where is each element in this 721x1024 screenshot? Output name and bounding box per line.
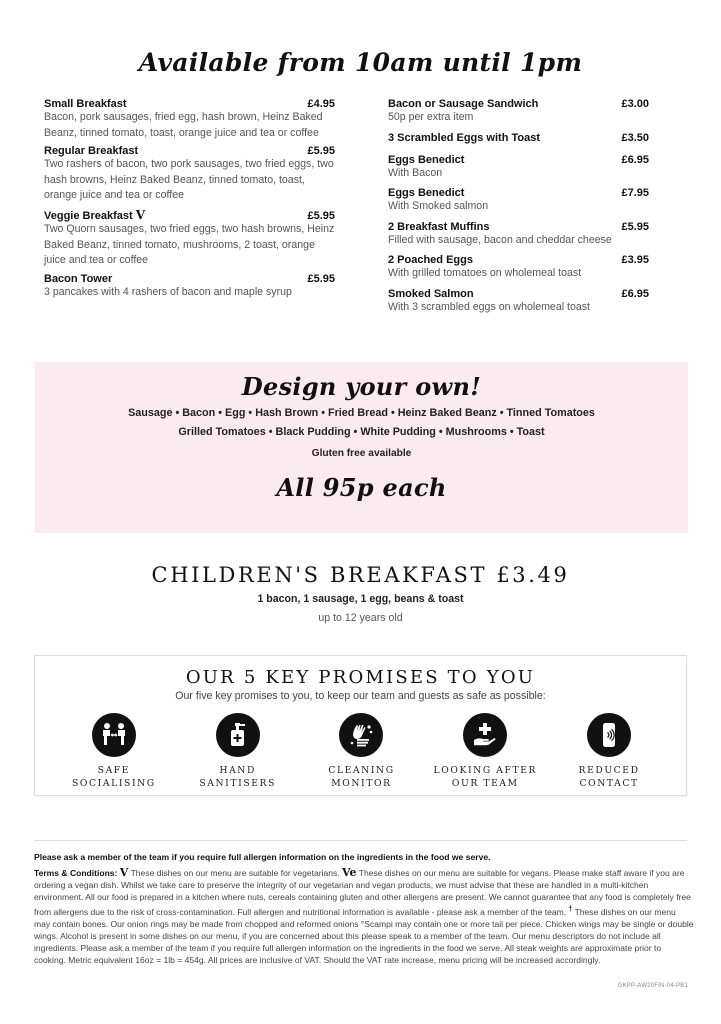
- menu-item: [388, 254, 649, 282]
- promise-safe-socialising: [59, 713, 169, 790]
- menu-item: [388, 288, 649, 316]
- key-promises-panel: [34, 655, 687, 796]
- design-options-line-1: Sausage • Bacon • Egg • Hash Brown • Fried Bread • Heinz Baked Beanz • Tinned Tomatoes: [128, 407, 595, 419]
- promise-cleaning-monitor: [306, 713, 416, 790]
- menu-item: [388, 154, 649, 182]
- promise-label: LOOKING AFTER OUR TEAM: [433, 765, 538, 789]
- item-description: Filled with sausage, bacon and cheddar cheese: [388, 233, 612, 246]
- availability-title: Available from 10am until 1pm: [138, 48, 583, 77]
- promise-reduced-contact: [554, 713, 664, 790]
- sanitiser-bottle-icon: [216, 713, 260, 757]
- design-price-note: All 95p each: [276, 473, 447, 502]
- reference-code: GKPP-AW20FIN-04-PB1: [617, 983, 688, 989]
- footer-divider: [34, 840, 687, 841]
- promises-subtitle: Our five key promises to you, to keep our team and guests as safe as possible:: [175, 690, 546, 702]
- promises-title: OUR 5 KEY PROMISES TO YOU: [185, 667, 536, 688]
- promise-label: REDUCED CONTACT: [578, 765, 640, 789]
- menu-item: [388, 221, 649, 249]
- gluten-free-note: Gluten free available: [311, 448, 412, 459]
- item-description: Bacon, pork sausages, fried egg, hash brown, Heinz Baked Beanz, tinned tomato, toast, orange juice and tea or coffee: [44, 111, 323, 139]
- item-name: Bacon or Sausage Sandwich: [388, 98, 539, 110]
- vegetarian-mark-icon: V: [119, 866, 129, 879]
- terms-and-conditions: [34, 867, 694, 966]
- item-description: With Smoked salmon: [388, 200, 489, 213]
- item-description: With Bacon: [388, 166, 443, 179]
- item-name-wrap: [44, 208, 145, 222]
- item-name: 3 Scrambled Eggs with Toast: [388, 131, 540, 144]
- item-name: Eggs Benedict: [388, 153, 465, 166]
- item-name: Smoked Salmon: [388, 287, 474, 300]
- menu-column-right: [388, 98, 649, 322]
- childrens-breakfast-description: 1 bacon, 1 sausage, 1 egg, beans & toast: [257, 593, 464, 605]
- contactless-phone-icon: [587, 713, 631, 757]
- item-description: 50p per extra item: [388, 111, 474, 123]
- terms-rest-text: These dishes on our menu may contain bones. Our onion rings may be made from chopped and reformed onions °Scampi may contain one or more tail per piece. Chicken wings may be single or double wings. Alcohol is present in some dishes on our menu, if you are concerned about this please speak to a member of the team. Our menu descriptors do not include all ingredients. Please ask a member of the team if you require full allergen information on the ingredients in the food we serve. All steak weights are approximate prior to cooking. Metric equivalent 16oz = 1lb = 454g. All prices are inclusive of VAT. Should the VAT rate increase, menu pricing will be increased accordingly.: [34, 906, 694, 966]
- menu-item: [44, 208, 335, 269]
- menu-item: [388, 132, 649, 144]
- item-price: £3.00: [621, 98, 649, 110]
- childrens-breakfast-age: up to 12 years old: [318, 612, 403, 624]
- item-description: 3 pancakes with 4 rashers of bacon and maple syrup: [44, 285, 292, 298]
- promise-label: SAFE SOCIALISING: [72, 765, 156, 789]
- menu-column-left: [44, 98, 335, 304]
- promise-label: HAND SANITISERS: [199, 765, 276, 789]
- item-price: £5.95: [307, 145, 335, 158]
- item-price: £6.95: [621, 287, 649, 300]
- childrens-breakfast-section: [0, 563, 721, 624]
- item-description: With grilled tomatoes on wholemeal toast: [388, 267, 582, 280]
- promise-hand-sanitisers: [183, 713, 293, 790]
- menu-item: [388, 98, 649, 126]
- vegan-mark-icon: Ve: [341, 866, 357, 879]
- menu-item: [44, 98, 335, 141]
- promise-label: CLEANING MONITOR: [328, 765, 395, 789]
- vegetarian-mark-icon: V: [135, 207, 146, 222]
- menu-item: [44, 145, 335, 204]
- item-name: 2 Breakfast Muffins: [388, 220, 490, 233]
- design-options-line-2: Grilled Tomatoes • Black Pudding • White Pudding • Mushrooms • Toast: [178, 426, 545, 438]
- item-description: With 3 scrambled eggs on wholemeal toast: [388, 300, 590, 313]
- hand-medical-cross-icon: [463, 713, 507, 757]
- menu-item: [44, 273, 335, 301]
- vegetarian-text: These dishes on our menu are suitable for vegetarians.: [128, 868, 342, 878]
- item-price: £5.95: [307, 272, 335, 285]
- allergen-note: Please ask a member of the team if you require full allergen information on the ingredients in the food we serve.: [34, 852, 491, 862]
- item-price: £3.50: [621, 131, 649, 144]
- item-description: Two Quorn sausages, two fried eggs, two hash browns, Heinz Baked Beanz, tinned tomato, mushrooms, 2 toast, orange juice and tea or coffee: [44, 222, 335, 267]
- item-price: £3.95: [621, 254, 649, 267]
- item-price: £7.95: [621, 187, 649, 200]
- item-name: Eggs Benedict: [388, 187, 465, 200]
- item-price: £5.95: [621, 220, 649, 233]
- item-description: Two rashers of bacon, two pork sausages, two fried eggs, two hash browns, Heinz Baked Beanz, tinned tomato, toast, orange juice and tea or coffee: [44, 158, 334, 202]
- item-price: £4.95: [307, 98, 335, 110]
- promises-row: [35, 713, 688, 790]
- promise-looking-after-team: [430, 713, 540, 790]
- item-price: £5.95: [307, 209, 335, 222]
- menu-item: [388, 187, 649, 215]
- item-name: Veggie Breakfast: [44, 209, 133, 222]
- item-name: Small Breakfast: [44, 98, 127, 110]
- item-name: Regular Breakfast: [44, 145, 139, 158]
- item-name: Bacon Tower: [44, 272, 113, 285]
- design-your-own-panel: [35, 362, 688, 533]
- design-your-own-title: Design your own!: [241, 372, 482, 401]
- people-distance-icon: [92, 713, 136, 757]
- dagger-icon: †: [568, 905, 573, 913]
- childrens-breakfast-title: CHILDREN'S BREAKFAST £3.49: [151, 563, 570, 587]
- terms-label: Terms & Conditions:: [34, 868, 118, 878]
- item-name: 2 Poached Eggs: [388, 254, 473, 267]
- vegan-text: These dishes on our menu are suitable for vegans. Please make staff aware if you are ordering a vegan dish. Whilst we take care to preserve the integrity of our vegetarian and vegan products, we must advise that these are handled in a multi-kitchen environment. All our food is prepared in a kitchen where nuts, cereals containing gluten and other allergens are present. We cannot guarantee that any food is completely free from allergens due to the risk of cross-contamination. Full allergen and nutritional information is available - please ask a member of the team.: [34, 868, 691, 917]
- washing-hands-icon: [339, 713, 383, 757]
- item-price: £6.95: [621, 153, 649, 166]
